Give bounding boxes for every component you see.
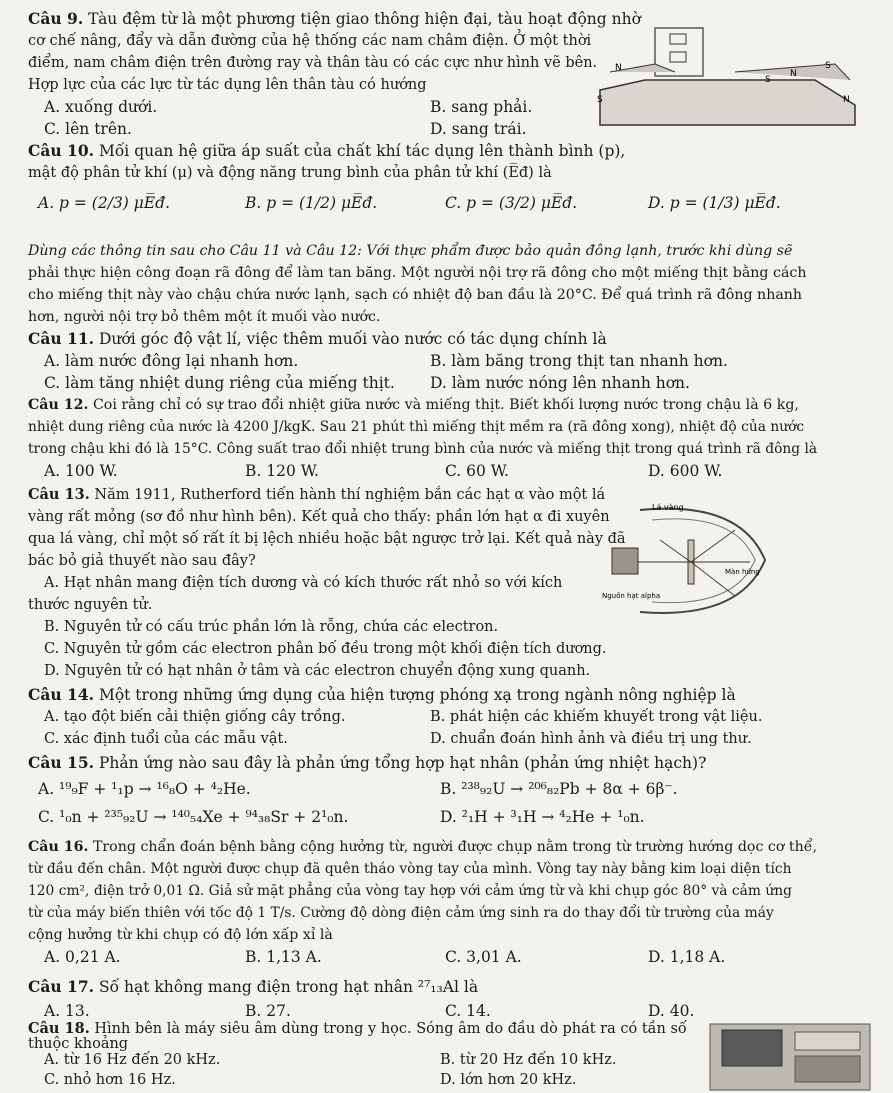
q14-option-c[interactable]: C. xác định tuổi của các mẫu vật. [44, 731, 288, 747]
pole-label: S [597, 95, 603, 105]
q16-option-d[interactable]: D. 1,18 A. [648, 948, 726, 966]
q16-option-c[interactable]: C. 3,01 A. [445, 948, 522, 966]
q15-line1: Câu 15. Phản ứng nào sau đây là phản ứng tổng hợp hạt nhân (phản ứng nhiệt hạch)? [28, 753, 707, 772]
q9-line3: điểm, nam châm điện trên đường ray và thân tàu có các cực như hình vẽ bên. [28, 55, 598, 71]
q10-option-d[interactable]: D. p = (1/3) μE̅đ. [648, 194, 781, 212]
q11-option-a[interactable]: A. làm nước đông lại nhanh hơn. [44, 352, 299, 370]
q10-line2: mật độ phân tử khí (μ) và động năng trung bình của phân tử khí (E̅đ) là [28, 165, 552, 181]
q13-line1: Câu 13. Năm 1911, Rutherford tiến hành thí nghiệm bắn các hạt α vào một lá [28, 486, 606, 503]
ultrasound-machine [710, 1024, 870, 1090]
q18-line2: thuộc khoảng [28, 1036, 129, 1052]
q9-option-c[interactable]: C. lên trên. [44, 120, 132, 138]
q18-title: Câu 18. [28, 1020, 90, 1037]
q17-option-a[interactable]: A. 13. [44, 1002, 90, 1020]
q12-option-b[interactable]: B. 120 W. [245, 462, 319, 480]
pole-label: N [615, 63, 622, 73]
q10-option-a[interactable]: A. p = (2/3) μE̅đ. [38, 194, 171, 212]
q16-line2: từ đầu đến chân. Một người được chụp đã quên tháo vòng tay của mình. Vòng tay này bằng kim loại diện tích [28, 861, 792, 877]
q17-option-b[interactable]: B. 27. [245, 1002, 291, 1020]
q15-option-a[interactable]: A. ¹⁹₉F + ¹₁p → ¹⁶₈O + ⁴₂He. [38, 780, 251, 798]
q14-option-d[interactable]: D. chuẩn đoán hình ảnh và điều trị ung thư. [430, 731, 752, 747]
maglev-figure [585, 20, 870, 145]
q12-line3: trong chậu khi đó là 15°C. Công suất trao đổi nhiệt trung bình của nước và miếng thịt trong quá trình rã đông là [28, 441, 818, 457]
q12-option-c[interactable]: C. 60 W. [445, 462, 509, 480]
intro-line1: Dùng các thông tin sau cho Câu 11 và Câu 12: Với thực phẩm được bảo quản đông lạnh, trước khi dùng sẽ [28, 243, 793, 259]
rail-magnets [610, 64, 850, 80]
intro-line2: phải thực hiện công đoạn rã đông để làm tan băng. Một người nội trợ rã đông cho một miếng thịt bằng cách [28, 265, 807, 281]
q14-line1: Câu 14. Một trong những ứng dụng của hiện tượng phóng xạ trong ngành nông nghiệp là [28, 685, 736, 704]
q18-option-b[interactable]: B. từ 20 Hz đến 10 kHz. [440, 1052, 617, 1068]
q9-option-d[interactable]: D. sang trái. [430, 120, 527, 138]
q12-option-d[interactable]: D. 600 W. [648, 462, 723, 480]
q16-option-b[interactable]: B. 1,13 A. [245, 948, 322, 966]
q17-option-d[interactable]: D. 40. [648, 1002, 695, 1020]
q12-line2: nhiệt dung riêng của nước là 4200 J/kgK. Sau 21 phút thì miếng thịt mềm ra (rã đông xong), nhiệt độ của nước [28, 419, 805, 435]
q17-option-c[interactable]: C. 14. [445, 1002, 491, 1020]
q10-option-c[interactable]: C. p = (3/2) μE̅đ. [445, 194, 578, 212]
q9-option-b[interactable]: B. sang phải. [430, 98, 533, 116]
q14-title: Câu 14. [28, 685, 95, 704]
q16-option-a[interactable]: A. 0,21 A. [44, 948, 121, 966]
q15-option-c[interactable]: C. ¹₀n + ²³⁵₉₂U → ¹⁴⁰₅₄Xe + ⁹⁴₃₈Sr + 2¹₀n. [38, 808, 349, 826]
q15-option-d[interactable]: D. ²₁H + ³₁H → ⁴₂He + ¹₀n. [440, 808, 645, 826]
q10-line1: Câu 10. Mối quan hệ giữa áp suất của chất khí tác dụng lên thành bình (p), [28, 141, 626, 160]
q13-option-d[interactable]: D. Nguyên tử có hạt nhân ở tâm và các electron chuyển động xung quanh. [44, 663, 591, 679]
intro-line3: cho miếng thịt này vào chậu chứa nước lạnh, sạch có nhiệt độ ban đầu là 20°C. Để quá trình rã đông nhanh [28, 287, 803, 303]
pole-label: S [765, 75, 771, 85]
q13-option-b[interactable]: B. Nguyên tử có cấu trúc phần lớn là rỗng, chứa các electron. [44, 619, 499, 635]
pole-label: N [843, 95, 850, 105]
q18-option-d[interactable]: D. lớn hơn 20 kHz. [440, 1072, 577, 1088]
q12-option-a[interactable]: A. 100 W. [44, 462, 118, 480]
q13-line4: bác bỏ giả thuyết nào sau đây? [28, 553, 256, 569]
q12-title: Câu 12. [28, 397, 89, 413]
q9-line4: Hợp lực của các lực từ tác dụng lên thân tàu có hướng [28, 77, 427, 93]
q17-line1: Câu 17. Số hạt không mang điện trong hạt nhân ²⁷₁₃Al là [28, 977, 479, 996]
q16-title: Câu 16. [28, 839, 89, 855]
source-label: Nguồn hạt alpha [602, 592, 661, 600]
pole-label: S [825, 61, 831, 71]
q15-option-b[interactable]: B. ²³⁸₉₂U → ²⁰⁶₈₂Pb + 8α + 6β⁻. [440, 780, 678, 798]
q11-option-c[interactable]: C. làm tăng nhiệt dung riêng của miếng thịt. [44, 374, 395, 392]
screen-label: Màn hứng [725, 568, 760, 576]
ultrasound-figure [700, 1018, 880, 1093]
q9-line1: Câu 9. Tàu đệm từ là một phương tiện giao thông hiện đại, tàu hoạt động nhờ [28, 9, 641, 28]
gold-foil-label: Lá vàng [652, 503, 684, 512]
q11-line1: Câu 11. Dưới góc độ vật lí, việc thêm muối vào nước có tác dụng chính là [28, 329, 607, 348]
q11-option-d[interactable]: D. làm nước nóng lên nhanh hơn. [430, 374, 690, 392]
q9-title: Câu 9. [28, 9, 84, 28]
q9-option-a[interactable]: A. xuống dưới. [44, 98, 158, 116]
intro-line4: hơn, người nội trợ bỏ thêm một ít muối vào nước. [28, 309, 381, 325]
q18-option-c[interactable]: C. nhỏ hơn 16 Hz. [44, 1072, 176, 1088]
q12-line1: Câu 12. Coi rằng chỉ có sự trao đổi nhiệt giữa nước và miếng thịt. Biết khối lượng nước trong chậu là 6 kg, [28, 397, 799, 413]
q13-line3: qua lá vàng, chỉ một số rất ít bị lệch nhiều hoặc bật ngược trở lại. Kết quả này đã [28, 531, 626, 547]
q18-line1: Câu 18. Hình bên là máy siêu âm dùng trong y học. Sóng âm do đầu dò phát ra có tần số [28, 1020, 687, 1037]
q11-option-b[interactable]: B. làm băng trong thịt tan nhanh hơn. [430, 352, 728, 370]
q16-line4: từ của máy biến thiên với tốc độ 1 T/s. Cường độ dòng điện cảm ứng sinh ra do thay đổi từ trường của máy [28, 905, 774, 921]
q16-line5: cộng hưởng từ khi chụp có độ lớn xấp xỉ là [28, 927, 333, 943]
alpha-source [612, 548, 638, 574]
q14-option-b[interactable]: B. phát hiện các khiếm khuyết trong vật liệu. [430, 709, 763, 725]
q16-line1: Câu 16. Trong chẩn đoán bệnh bằng cộng hưởng từ, người được chụp nằm trong từ trường hướng dọc cơ thể, [28, 839, 817, 855]
q18-option-a[interactable]: A. từ 16 Hz đến 20 kHz. [44, 1052, 221, 1068]
q14-option-a[interactable]: A. tạo đột biến cải thiện giống cây trồng. [44, 709, 346, 725]
q17-title: Câu 17. [28, 977, 95, 996]
q9-line2: cơ chế nâng, đẩy và dẫn đường của hệ thống các nam châm điện. Ở một thời [28, 33, 592, 49]
q13-option-a-cont: thước nguyên tử. [28, 597, 153, 613]
rutherford-figure [600, 500, 775, 628]
q13-option-c[interactable]: C. Nguyên tử gồm các electron phân bố đều trong một khối điện tích dương. [44, 641, 607, 657]
q10-option-b[interactable]: B. p = (1/2) μE̅đ. [245, 194, 378, 212]
q10-title: Câu 10. [28, 141, 95, 160]
q13-title: Câu 13. [28, 486, 90, 503]
q13-line2: vàng rất mỏng (sơ đồ như hình bên). Kết quả cho thấy: phần lớn hạt α đi xuyên [28, 509, 610, 525]
q16-line3: 120 cm², điện trở 0,01 Ω. Giả sử mặt phẳng của vòng tay hợp với cảm ứng từ và khi chụp góc 80° và cảm ứng [28, 883, 792, 899]
q13-option-a[interactable]: A. Hạt nhân mang điện tích dương và có kích thước rất nhỏ so với kích [44, 575, 563, 591]
pole-label: N [790, 69, 797, 79]
q15-title: Câu 15. [28, 753, 95, 772]
q11-title: Câu 11. [28, 329, 95, 348]
